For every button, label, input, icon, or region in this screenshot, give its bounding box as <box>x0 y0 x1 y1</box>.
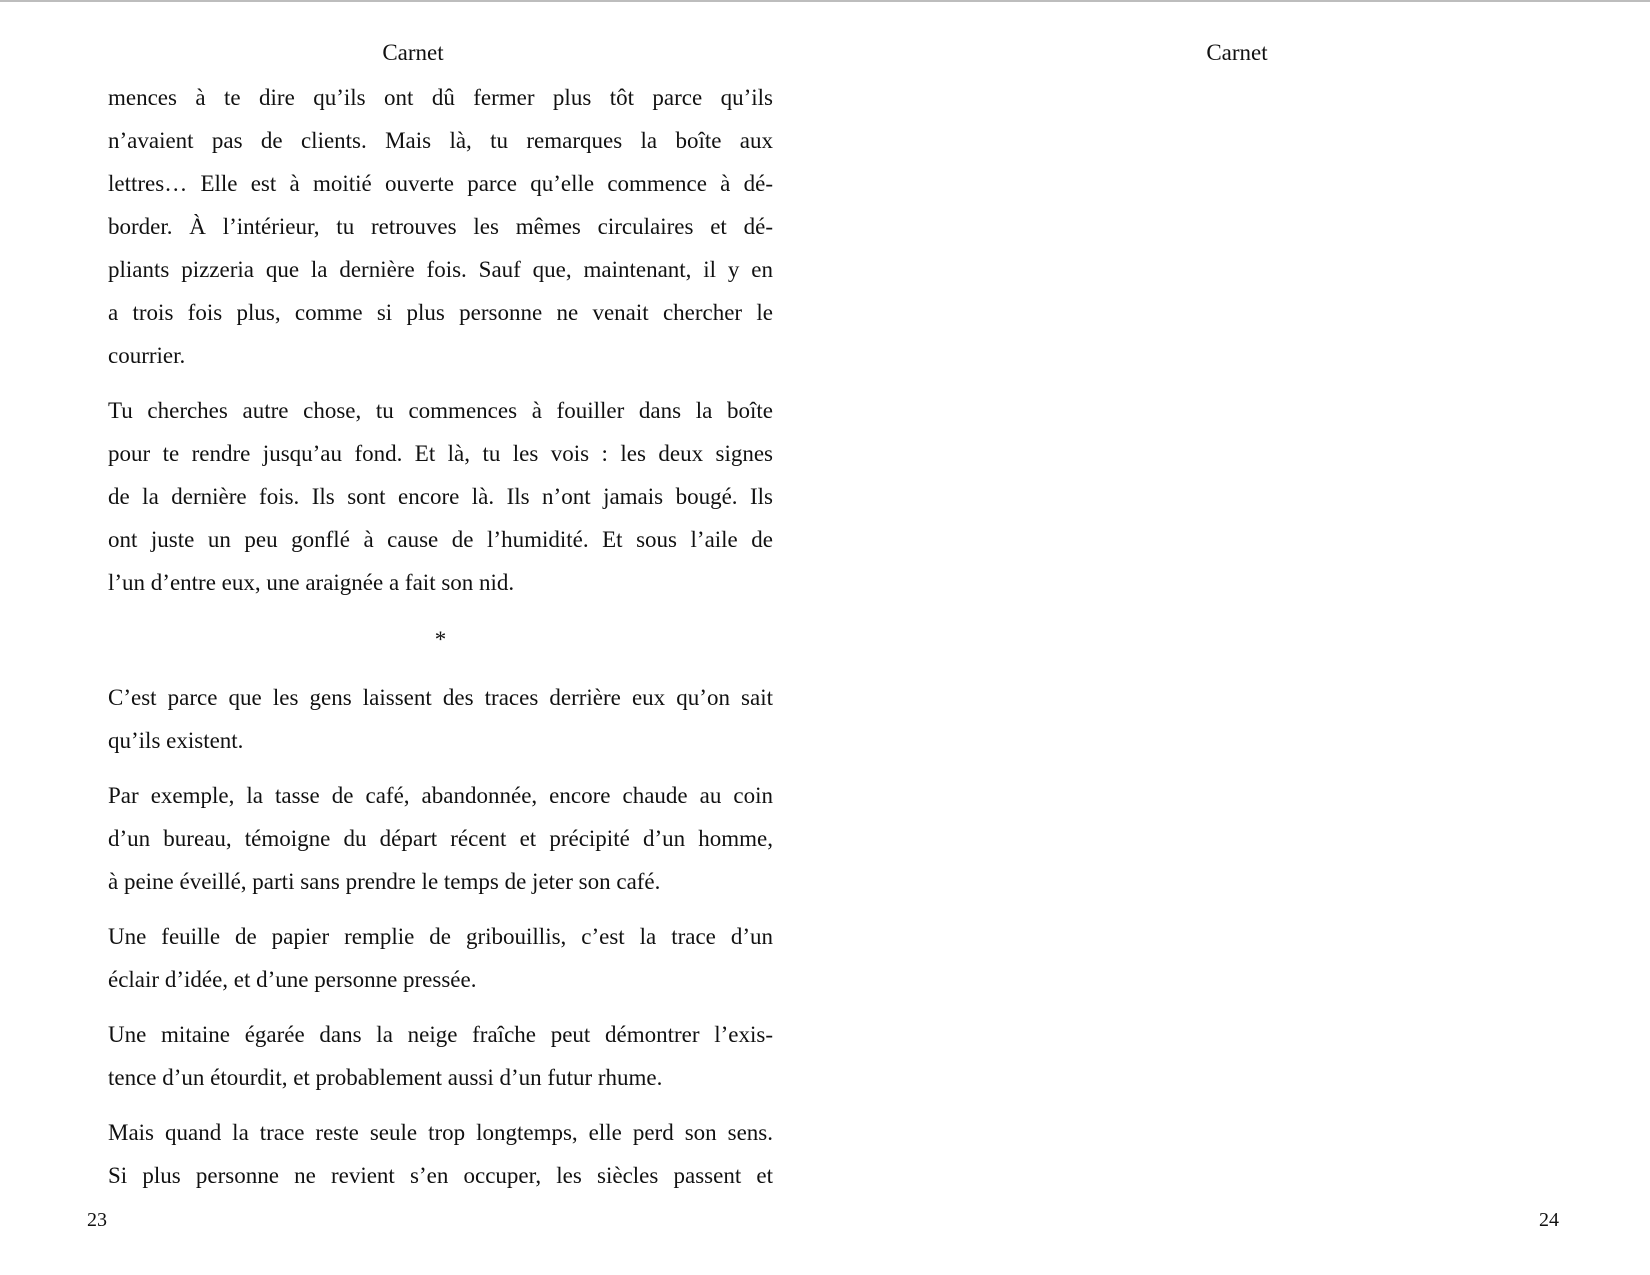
text-line: éclair d’idée, et d’une personne pressée. <box>108 967 477 992</box>
text-line: pour te rendre jusqu’au fond. Et là, tu les vois : les deux signes <box>108 441 773 466</box>
text-line: Tu cherches autre chose, tu commences à fouiller dans la boîte <box>108 398 773 423</box>
text-line: qu’ils existent. <box>108 728 244 753</box>
text-line: Une feuille de papier remplie de gribouillis, c’est la trace d’un <box>108 924 773 949</box>
left-running-head: Carnet <box>382 40 444 65</box>
text-line: à peine éveillé, parti sans prendre le temps de jeter son café. <box>108 869 661 894</box>
text-line: tence d’un étourdit, et probablement aussi d’un futur rhume. <box>108 1065 663 1090</box>
text-line: de la dernière fois. Ils sont encore là. Ils n’ont jamais bougé. Ils <box>108 484 773 509</box>
paragraph <box>108 389 773 604</box>
text-line: Une mitaine égarée dans la neige fraîche peut démontrer l’exis- <box>108 1022 773 1047</box>
paragraph <box>108 1013 773 1099</box>
text-line: Si plus personne ne revient s’en occuper, les siècles passent et <box>108 1163 773 1188</box>
text-line: a trois fois plus, comme si plus personne ne venait chercher le <box>108 300 773 325</box>
top-border-line <box>0 0 1650 2</box>
right-running-head: Carnet <box>1206 40 1268 65</box>
right-page-number: 24 <box>1539 1209 1559 1231</box>
text-line: Mais quand la trace reste seule trop longtemps, elle perd son sens. <box>108 1120 773 1145</box>
text-line: lettres… Elle est à moitié ouverte parce qu’elle commence à dé- <box>108 171 773 196</box>
text-line: d’un bureau, témoigne du départ récent et précipité d’un homme, <box>108 826 773 851</box>
text-line: C’est parce que les gens laissent des traces derrière eux qu’on sait <box>108 685 773 710</box>
paragraph <box>108 676 773 762</box>
paragraph <box>108 915 773 1001</box>
text-line: border. À l’intérieur, tu retrouves les mêmes circulaires et dé- <box>108 214 773 239</box>
text-line: ont juste un peu gonflé à cause de l’humidité. Et sous l’aile de <box>108 527 773 552</box>
section-separator: * <box>434 627 447 652</box>
paragraph <box>108 76 773 377</box>
left-page-number: 23 <box>87 1209 107 1231</box>
text-line: mences à te dire qu’ils ont dû fermer plus tôt parce qu’ils <box>108 85 773 110</box>
text-line: pliants pizzeria que la dernière fois. Sauf que, maintenant, il y en <box>108 257 773 282</box>
text-line: courrier. <box>108 343 186 368</box>
text-line: l’un d’entre eux, une araignée a fait son nid. <box>108 570 515 595</box>
paragraph <box>108 774 773 903</box>
text-line: Par exemple, la tasse de café, abandonnée, encore chaude au coin <box>108 783 773 808</box>
paragraph <box>108 1111 773 1197</box>
left-page-body <box>108 76 773 1209</box>
text-line: n’avaient pas de clients. Mais là, tu remarques la boîte aux <box>108 128 773 153</box>
